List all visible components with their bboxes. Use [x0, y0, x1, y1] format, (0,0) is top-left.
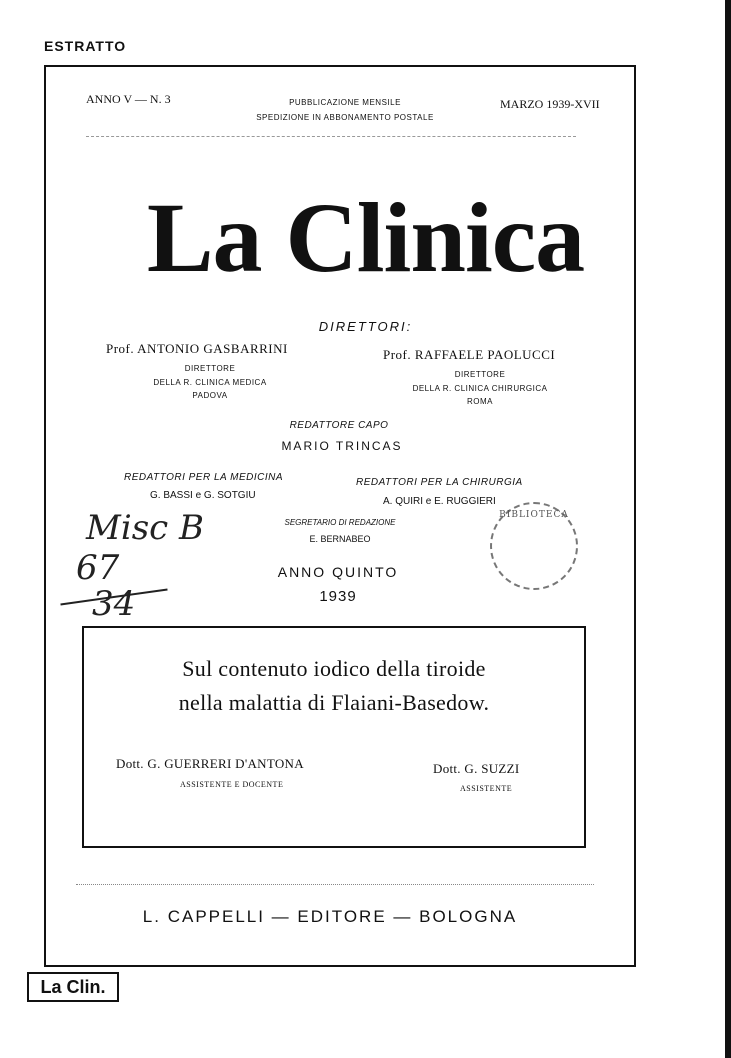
extract-label: ESTRATTO	[44, 38, 127, 54]
secretary-heading: SEGRETARIO DI REDAZIONE	[284, 518, 396, 527]
scan-edge	[725, 0, 731, 1058]
director-left-role-3: PADOVA	[192, 391, 228, 400]
article-title-line-1: Sul contenuto iodico della tiroide	[182, 656, 486, 681]
postal-shipping: SPEDIZIONE IN ABBONAMENTO POSTALE	[256, 113, 434, 122]
handwritten-shelfmark-2: 67	[76, 548, 120, 588]
director-right-role-1: DIRETTORE	[454, 370, 506, 379]
publication-frequency: PUBBLICAZIONE MENSILE	[289, 98, 401, 107]
chief-editor-name: MARIO TRINCAS	[281, 439, 403, 453]
director-right-role-3: ROMA	[467, 397, 493, 406]
directors-heading: DIRETTORI:	[318, 319, 413, 334]
header-rule	[86, 136, 576, 137]
shelf-label: La Clin.	[27, 972, 119, 1002]
publisher: L. CAPPELLI — EDITORE — BOLOGNA	[142, 907, 518, 926]
article-title-line-2: nella malattia di Flaiani-Basedow.	[178, 690, 490, 715]
stamp-text: BIBLIOTECA	[499, 510, 569, 520]
year-label: ANNO QUINTO	[277, 564, 399, 580]
journal-title: La Clinica	[146, 182, 585, 293]
author-1-name: Dott. G. GUERRERI D'ANTONA	[116, 756, 304, 771]
author-2-role: ASSISTENTE	[460, 784, 513, 793]
handwritten-shelfmark-1: Misc B	[86, 508, 204, 548]
surgery-editors-heading: REDATTORI PER LA CHIRURGIA	[356, 477, 523, 488]
director-left-name: Prof. ANTONIO GASBARRINI	[106, 341, 288, 356]
surgery-editors-names: A. QUIRI e E. RUGGIERI	[383, 496, 496, 507]
director-left-role-1: DIRETTORE	[184, 364, 236, 373]
director-left-role-2: DELLA R. CLINICA MEDICA	[153, 378, 267, 387]
publisher-rule	[76, 884, 594, 885]
author-1-role: ASSISTENTE E DOCENTE	[180, 780, 284, 789]
director-right-name: Prof. RAFFAELE PAOLUCCI	[383, 347, 556, 362]
author-2-name: Dott. G. SUZZI	[433, 761, 520, 776]
year-value: 1939	[319, 588, 357, 605]
issue-date: MARZO 1939-XVII	[500, 97, 600, 111]
medicine-editors-names: G. BASSI e G. SOTGIU	[150, 490, 256, 501]
issue-number: ANNO V — N. 3	[86, 92, 171, 106]
secretary-name: E. BERNABEO	[309, 534, 371, 544]
director-right-role-2: DELLA R. CLINICA CHIRURGICA	[412, 384, 548, 393]
chief-editor-heading: REDATTORE CAPO	[289, 420, 389, 431]
library-stamp	[490, 502, 578, 590]
handwritten-shelfmark-3: 34	[92, 584, 136, 624]
medicine-editors-heading: REDATTORI PER LA MEDICINA	[124, 472, 284, 483]
